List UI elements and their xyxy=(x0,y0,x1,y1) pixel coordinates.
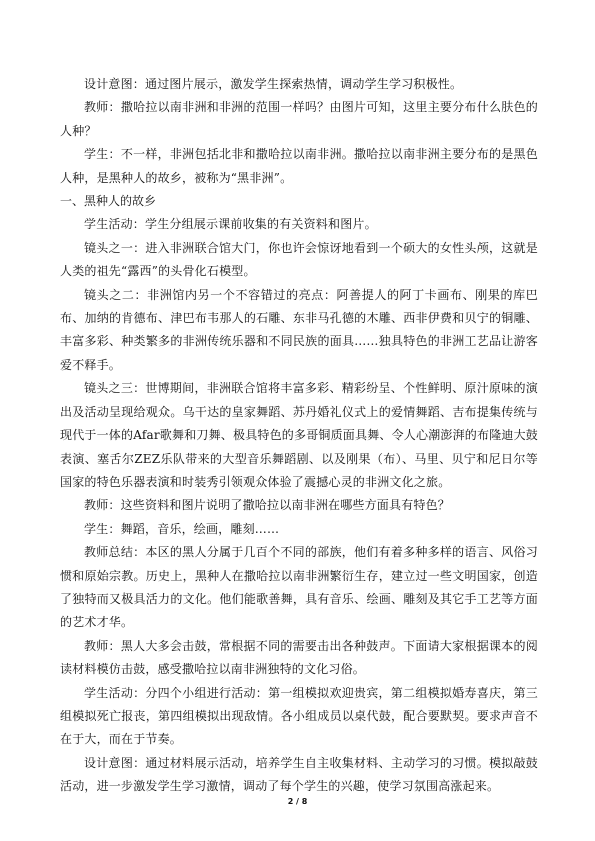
paragraph-student-answer-1: 学生：不一样，非洲包括北非和撒哈拉以南非洲。撒哈拉以南非洲主要分布的是黑色人种，是黑种人的故乡，被称为“黑非洲”。 xyxy=(60,147,538,185)
paragraph-scene-3: 镜头之三：世博期间，非洲联合馆将丰富多彩、精彩纷呈、个性鲜明、原汁原味的演出及活动呈现给观众。乌干达的皇家舞蹈、苏丹婚礼仪式上的爱情舞蹈、吉布提集传统与现代于一体的Afar歌舞和刀舞、极具特色的多哥铜质面具舞、令人心潮澎湃的布隆迪大鼓表演、塞舌尔ZEZ乐队带来的大型音乐舞蹈剧、以及刚果（布）、马里、贝宁和尼日尔等国家的特色乐器表演和时装秀引领观众体验了震撼心灵的非洲文化之旅。 xyxy=(60,381,538,489)
paragraph-teacher-instruction: 教师：黑人大多会击鼓，常根据不同的需要击出各种鼓声。下面请大家根据课本的阅读材料模仿击鼓，感受撒哈拉以南非洲独特的文化习俗。 xyxy=(60,638,538,677)
paragraph-scene-2: 镜头之二：非洲馆内另一个不容错过的亮点：阿善提人的阿丁卡画布、刚果的库巴布、加纳的肯德布、津巴布韦那人的石雕、东非马孔德的木雕、西非伊费和贝宁的铜雕、丰富多彩、种类繁多的非洲传统乐器和不同民族的面具……独具特色的非洲工艺品让游客爱不释手。 xyxy=(60,287,538,372)
section-heading: 一、黑种人的故乡 xyxy=(60,194,157,209)
document-body xyxy=(60,73,538,799)
paragraph-student-activity-2: 学生活动：分四个小组进行活动：第一组模拟欢迎贵宾，第二组模拟婚寿喜庆，第三组模拟死亡报丧，第四组模拟出现敌情。各小组成员以桌代鼓，配合要默契。要求声音不在于大，而在于节奏。 xyxy=(60,685,538,747)
paragraph-scene-1: 镜头之一：进入非洲联合馆大门，你也许会惊讶地看到一个硕大的女性头颅，这就是人类的祖先“露西”的头骨化石模型。 xyxy=(60,240,538,279)
page-number: 2 / 8 xyxy=(287,797,308,806)
paragraph-student-answer-2: 学生：舞蹈，音乐，绘画，雕刻…… xyxy=(84,521,280,536)
paragraph-teacher-summary: 教师总结：本区的黑人分属于几百个不同的部族，他们有着多种多样的语言、风俗习惯和原始宗教。历史上，黑种人在撒哈拉以南非洲繁衍生存，建立过一些文明国家，创造了独特而又极具活力的文化。他们能歌善舞，具有音乐、绘画、雕刻及其它手工艺等方面的艺术才华。 xyxy=(60,545,538,630)
paragraph-design-intent-2: 设计意图：通过材料展示活动，培养学生自主收集材料、主动学习的习惯。模拟敲鼓活动，进一步激发学生学习激情，调动了每个学生的兴趣，使学习氛围高涨起来。 xyxy=(60,755,538,794)
paragraph-teacher-question-2: 教师：这些资料和图片说明了撒哈拉以南非洲在哪些方面具有特色？ xyxy=(84,498,451,513)
paragraph-teacher-question-1: 教师：撒哈拉以南非洲和非洲的范围一样吗？由图片可知，这里主要分布什么肤色的人种？ xyxy=(60,100,538,138)
paragraph-student-activity-1: 学生活动：学生分组展示课前收集的有关资料和图片。 xyxy=(84,217,377,232)
paragraph-design-intent-1: 设计意图：通过图片展示，激发学生探索热情，调动学生学习积极性。 xyxy=(84,77,463,91)
